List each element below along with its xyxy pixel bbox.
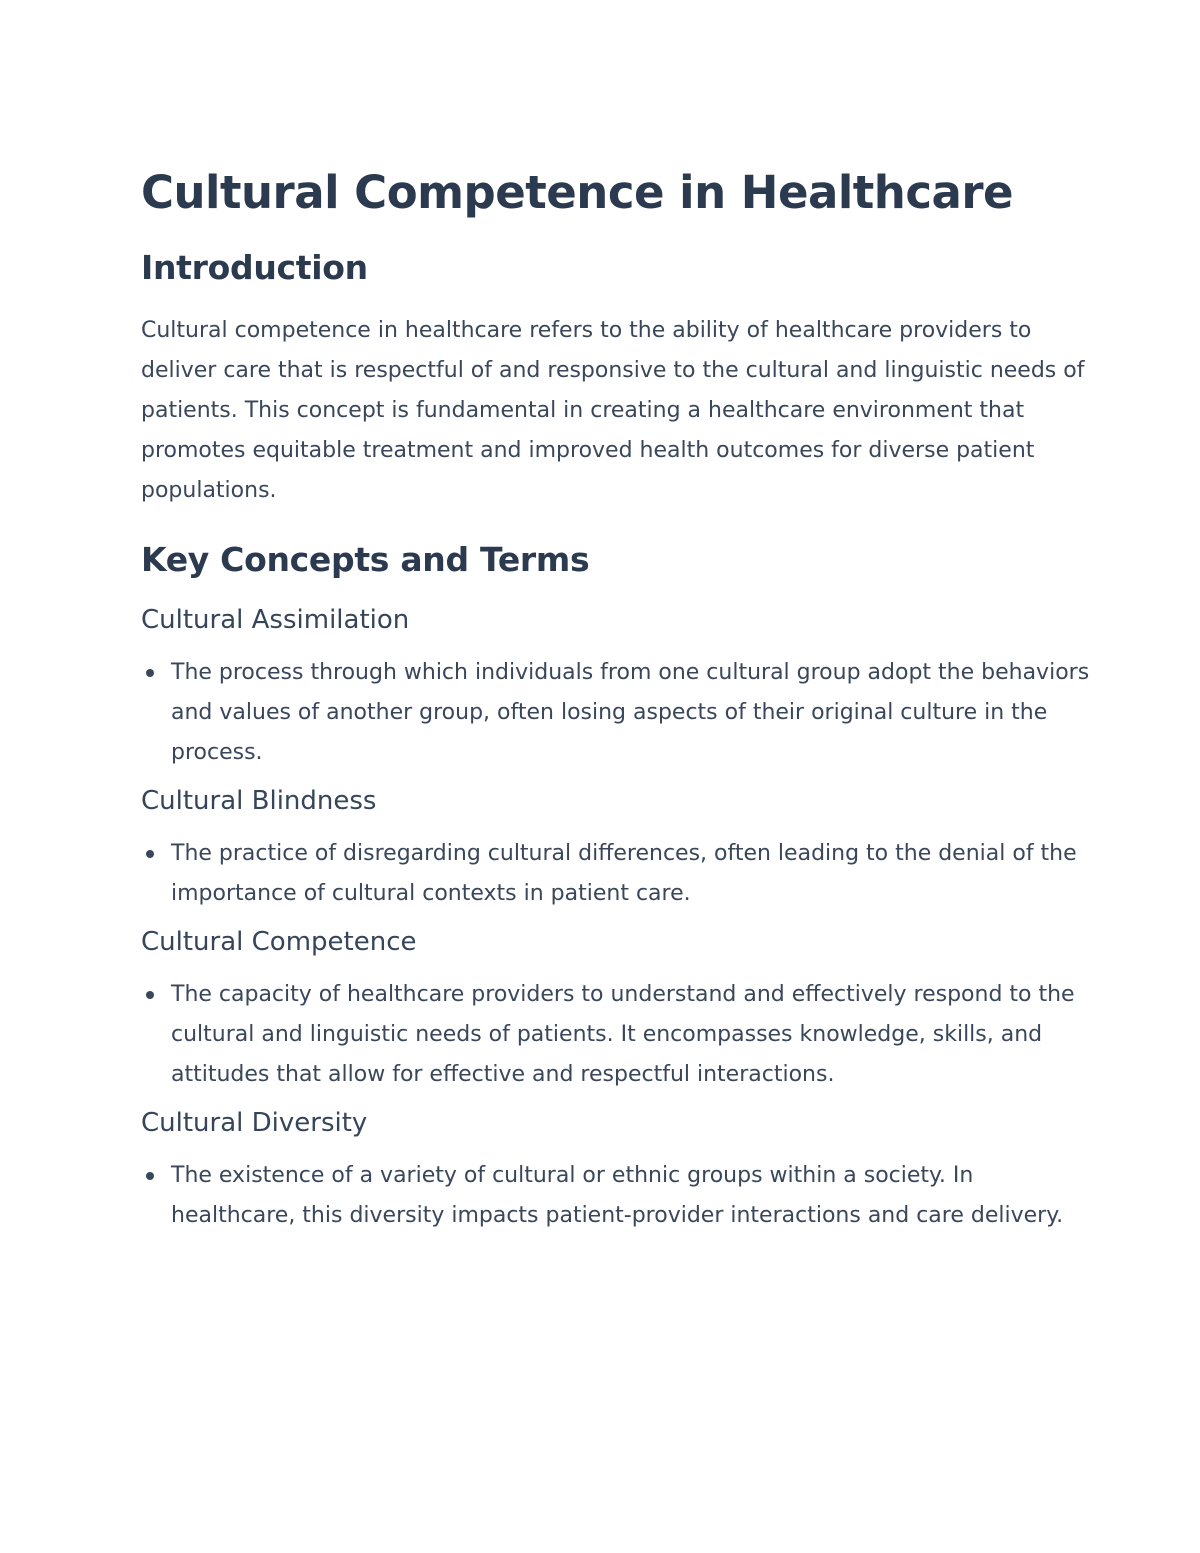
term-definition: The existence of a variety of cultural or ethnic groups within a society. In healthcare, this diversity impacts patient-provider interactions and care delivery. [171,1163,1064,1228]
bullet-icon [146,669,154,677]
term-definition: The practice of disregarding cultural differences, often leading to the denial of the importance of cultural contexts in patient care. [171,841,1077,906]
list-item [171,975,1090,1095]
term-definition: The capacity of healthcare providers to understand and effectively respond to the cultural and linguistic needs of patients. It encompasses knowledge, skills, and attitudes that allow for effective and respectful interactions. [171,982,1075,1087]
term-section-cultural-blindness [141,783,1090,914]
term-list [141,975,1090,1095]
list-item [171,1156,1090,1236]
bullet-icon [146,991,154,999]
term-heading-cultural-blindness: Cultural Blindness [141,786,377,816]
term-section-cultural-diversity [141,1105,1090,1236]
term-heading-cultural-diversity: Cultural Diversity [141,1108,368,1138]
term-section-cultural-competence [141,924,1090,1095]
list-item [171,834,1090,914]
page-title: Cultural Competence in Healthcare [141,166,1014,219]
term-section-cultural-assimilation [141,602,1090,773]
term-list [141,834,1090,914]
introduction-heading: Introduction [141,248,368,287]
term-heading-cultural-assimilation: Cultural Assimilation [141,605,410,635]
term-heading-cultural-competence: Cultural Competence [141,927,417,957]
bullet-icon [146,1172,154,1180]
term-definition: The process through which individuals from one cultural group adopt the behaviors and values of another group, often losing aspects of their original culture in the process. [171,660,1090,765]
term-list [141,1156,1090,1236]
list-item [171,653,1090,773]
introduction-paragraph: Cultural competence in healthcare refers to the ability of healthcare providers to deliver care that is respectful of and responsive to the cultural and linguistic needs of patients. This concept is fundamental in creating a healthcare environment that promotes equitable treatment and improved health outcomes for diverse patient populations. [141,318,1085,503]
term-list [141,653,1090,773]
key-concepts-heading: Key Concepts and Terms [141,540,590,579]
bullet-icon [146,850,154,858]
